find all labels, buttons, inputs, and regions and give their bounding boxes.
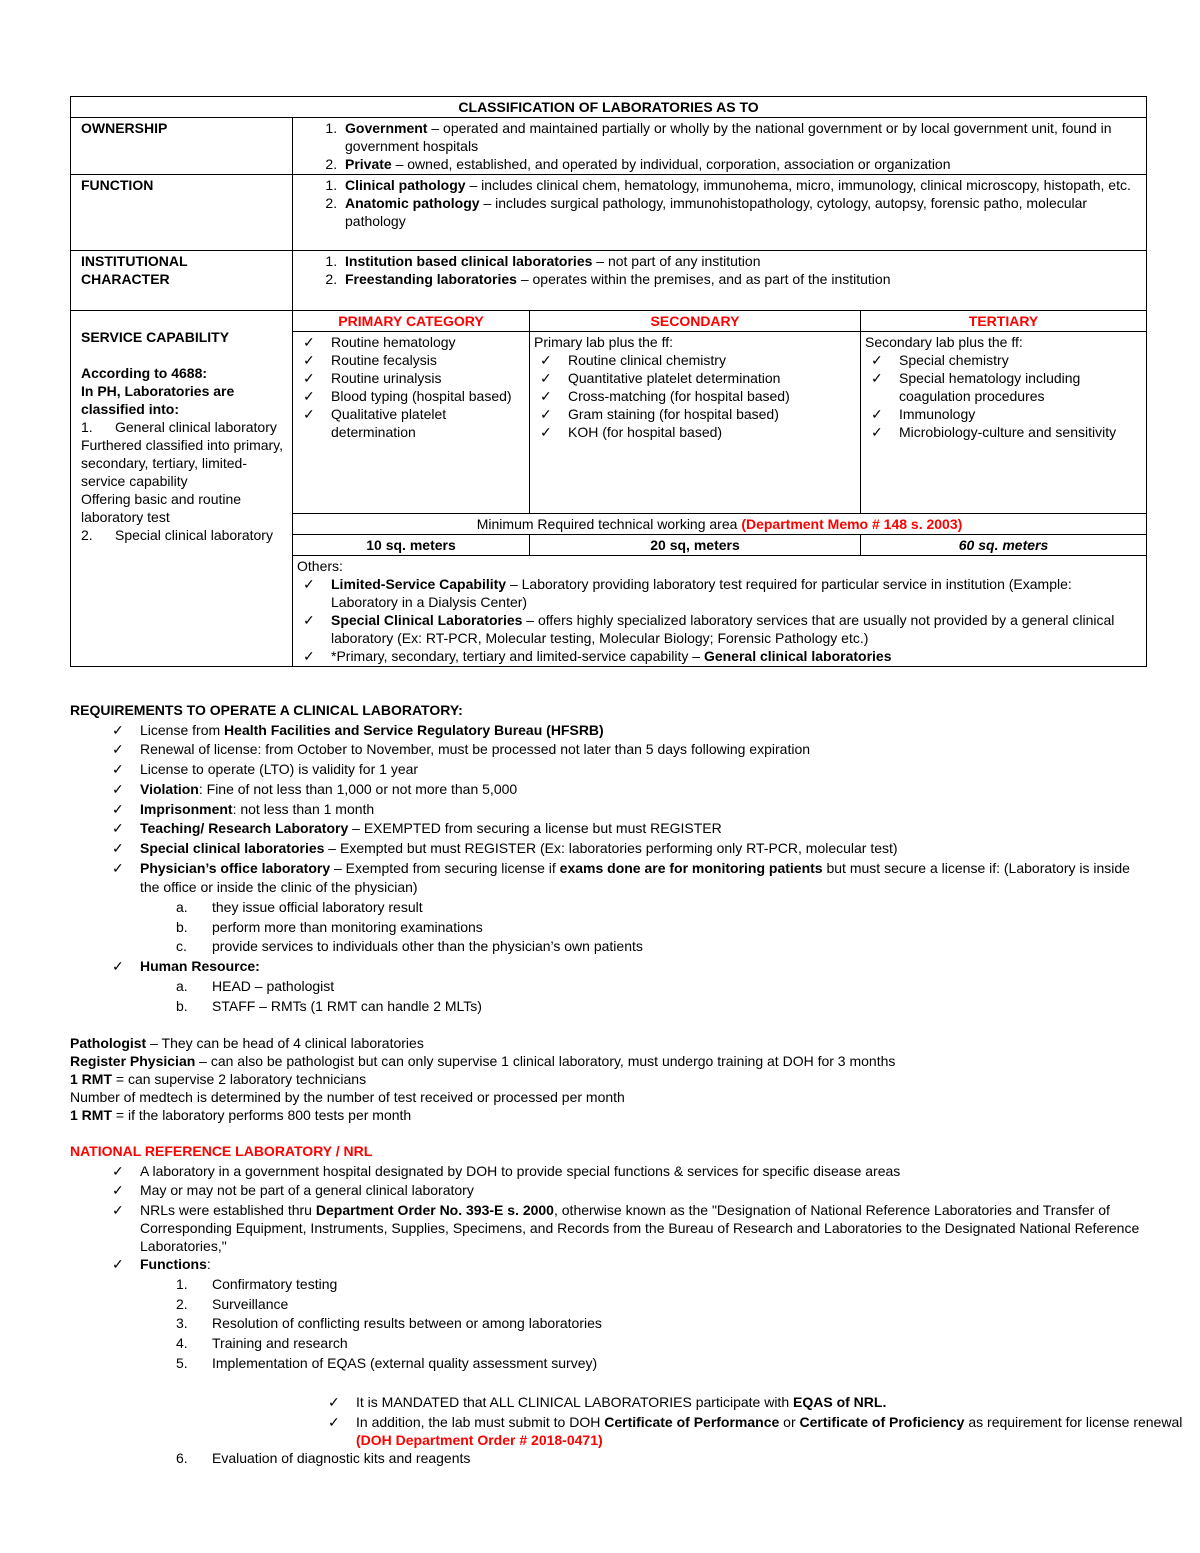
- ownership-cell: [293, 118, 1147, 175]
- list-item: ✓ NRLs were established thru Department Order No. 393-E s. 2000, otherwise known as the "Designation of National Reference Laboratories and Transfer of Corresponding Equipment, Instruments, Supplies, Specimens, and Records from the Bureau of Research and Laboratories to the Designated National Reference Laboratories,": [112, 1202, 1140, 1255]
- list-item: ✓ Microbiology-culture and sensitivity: [865, 423, 1142, 441]
- nrl-section: [70, 1142, 1183, 1469]
- service-capability-cell: [71, 311, 293, 667]
- area-secondary: 20 sq, meters: [530, 535, 861, 556]
- list-item: ✓ Immunology: [865, 405, 1142, 423]
- area-tertiary: 60 sq. meters: [861, 535, 1147, 556]
- list-item: ✓ A laboratory in a government hospital designated by DOH to provide special functions & services for specific disease areas: [112, 1162, 901, 1179]
- further-text: Furthered classified into primary, secondary, tertiary, limited-service capability: [81, 437, 284, 489]
- classification-table: [70, 96, 1147, 667]
- list-item: a. they issue official laboratory result: [176, 899, 423, 916]
- general-lab: 1. General clinical laboratory: [81, 419, 277, 435]
- list-item: 2. Surveillance: [176, 1295, 289, 1312]
- secondary-intro: Primary lab plus the ff:: [534, 334, 674, 350]
- list-item: ✓ Teaching/ Research Laboratory – EXEMPTED from securing a license but must REGISTER: [112, 820, 722, 837]
- note-line: 1 RMT = can supervise 2 laboratory technicians: [70, 1071, 367, 1087]
- function-label: FUNCTION: [71, 175, 293, 251]
- nrl-heading: NATIONAL REFERENCE LABORATORY / NRL: [70, 1143, 373, 1159]
- list-item: 6. Evaluation of diagnostic kits and reagents: [176, 1450, 471, 1467]
- requirements-section: [70, 701, 1150, 1016]
- primary-category-head: PRIMARY CATEGORY: [293, 311, 530, 332]
- list-item: ✓ Limited-Service Capability – Laboratory providing laboratory test required for particular service in institution (Example: Laboratory in a Dialysis Center): [297, 575, 1142, 611]
- list-item: b. perform more than monitoring examinations: [176, 918, 483, 935]
- list-item: 4. Training and research: [176, 1334, 348, 1351]
- tertiary-intro: Secondary lab plus the ff:: [865, 334, 1023, 350]
- table-title: CLASSIFICATION OF LABORATORIES AS TO: [71, 97, 1147, 118]
- according-text: According to 4688:: [81, 365, 208, 381]
- list-item: 1. Confirmatory testing: [176, 1275, 338, 1292]
- list-item: ✓ Functions: 1. Confirmatory testing 2. Surveillance 3. Resolution of conflicting results between or among laboratories 4. Training and research 5. Implementation of EQAS (external quality assessment survey): [140, 1255, 1150, 1373]
- note-line: Number of medtech is determined by the number of test received or processed per month: [70, 1089, 625, 1105]
- list-item: ✓ Special hematology including coagulation procedures: [865, 369, 1142, 405]
- list-item: ✓ Special clinical laboratories – Exempted but must REGISTER (Ex: laboratories performing only RT-PCR, molecular test): [112, 839, 898, 856]
- list-item: ✓ Renewal of license: from October to November, must be processed not later than 5 days following expiration: [112, 741, 811, 758]
- list-item: ✓ In addition, the lab must submit to DOH Certificate of Performance or Certificate of Proficiency as requirement for license renewal (DOH Department Order # 2018-0471): [328, 1414, 1183, 1449]
- list-item: ✓ Routine clinical chemistry: [534, 351, 856, 369]
- list-item: ✓ Violation: Fine of not less than 1,000 or not more than 5,000: [112, 780, 518, 797]
- secondary-list-cell: [530, 332, 861, 514]
- list-item: 2. Anatomic pathology – includes surgical pathology, immunohistopathology, cytology, autopsy, forensic patho, molecular pathology: [341, 194, 1142, 230]
- list-item: ✓ Routine urinalysis: [297, 369, 525, 387]
- list-item: ✓ Routine hematology: [297, 333, 525, 351]
- list-item: ✓ *Primary, secondary, tertiary and limited-service capability – General clinical laboratories: [297, 647, 1142, 665]
- list-item: 5. Implementation of EQAS (external quality assessment survey): [176, 1354, 598, 1371]
- note-line: Pathologist – They can be head of 4 clinical laboratories: [70, 1035, 424, 1051]
- list-item: ✓ Special chemistry: [865, 351, 1142, 369]
- list-item: 2. Freestanding laboratories – operates within the premises, and as part of the institution: [341, 270, 1142, 288]
- function-cell: [293, 175, 1147, 251]
- list-item: ✓ Special Clinical Laboratories – offers highly specialized laboratory services that are usually not provided by a general clinical laboratory (Ex: RT-PCR, Molecular testing, Molecular Biology; Forensic Pathology etc.): [297, 611, 1142, 647]
- note-line: Register Physician – can also be pathologist but can only supervise 1 clinical laboratory, must undergo training at DOH for 3 months: [70, 1053, 896, 1069]
- service-label: SERVICE CAPABILITY: [81, 329, 230, 345]
- tertiary-list-cell: [861, 332, 1147, 514]
- special-lab: 2. Special clinical laboratory: [81, 527, 273, 543]
- list-item: ✓ Routine fecalysis: [297, 351, 525, 369]
- list-item: ✓ It is MANDATED that ALL CLINICAL LABORATORIES participate with EQAS of NRL.: [328, 1394, 887, 1411]
- list-item: ✓ Quantitative platelet determination: [534, 369, 856, 387]
- list-item: ✓ Cross-matching (for hospital based): [534, 387, 856, 405]
- institutional-cell: [293, 251, 1147, 311]
- area-primary: 10 sq. meters: [293, 535, 530, 556]
- list-item: ✓ License from Health Facilities and Service Regulatory Bureau (HFSRB): [112, 721, 604, 738]
- offering-text: Offering basic and routine laboratory test: [81, 491, 242, 525]
- list-item: 3. Resolution of conflicting results between or among laboratories: [176, 1315, 602, 1332]
- list-item: ✓ Human Resource: a. HEAD – pathologist b. STAFF – RMTs (1 RMT can handle 2 MLTs): [140, 957, 1150, 1016]
- in-ph-text: In PH, Laboratories are classified into:: [81, 383, 235, 417]
- list-item: ✓ License to operate (LTO) is validity for 1 year: [112, 761, 419, 778]
- list-item: ✓ Qualitative platelet determination: [297, 405, 525, 441]
- department-memo-ref: (Department Memo # 148 s. 2003): [741, 516, 963, 532]
- list-item: ✓ Gram staining (for hospital based): [534, 405, 856, 423]
- list-item: ✓ Imprisonment: not less than 1 month: [112, 800, 375, 817]
- note-line: 1 RMT = if the laboratory performs 800 tests per month: [70, 1107, 412, 1123]
- institutional-label: INSTITUTIONAL CHARACTER: [71, 251, 293, 311]
- list-item: b. STAFF – RMTs (1 RMT can handle 2 MLTs): [176, 997, 482, 1014]
- others-cell: [293, 556, 1147, 667]
- list-item: c. provide services to individuals other than the physician’s own patients: [176, 938, 643, 955]
- requirements-heading: REQUIREMENTS TO OPERATE A CLINICAL LABORATORY:: [70, 702, 463, 718]
- notes-section: [70, 1034, 1150, 1124]
- list-item: a. HEAD – pathologist: [176, 977, 335, 994]
- list-item: ✓ KOH (for hospital based): [534, 423, 856, 441]
- primary-list-cell: [293, 332, 530, 514]
- tertiary-head: TERTIARY: [861, 311, 1147, 332]
- list-item: 2. Private – owned, established, and operated by individual, corporation, association or organization: [341, 155, 1142, 173]
- list-item: ✓ May or may not be part of a general clinical laboratory: [112, 1182, 474, 1199]
- list-item: ✓ Physician’s office laboratory – Exempted from securing license if exams done are for monitoring patients but must secure a license if: (Laboratory is inside the office or inside the clinic of the physician) a. they issue official laboratory result b. perform more than monitoring examinations c. provide services to individuals other than the physician’s own patients: [140, 859, 1150, 958]
- min-area-row: Minimum Required technical working area (Department Memo # 148 s. 2003): [293, 514, 1147, 535]
- list-item: 1. Government – operated and maintained partially or wholly by the national government or by local government unit, found in government hospitals: [341, 119, 1142, 155]
- ownership-label: OWNERSHIP: [71, 118, 293, 175]
- others-label: Others:: [297, 558, 343, 574]
- secondary-head: SECONDARY: [530, 311, 861, 332]
- list-item: 1. Clinical pathology – includes clinical chem, hematology, immunohema, micro, immunology, clinical microscopy, histopath, etc.: [341, 176, 1142, 194]
- list-item: 1. Institution based clinical laboratories – not part of any institution: [341, 252, 1142, 270]
- list-item: ✓ Blood typing (hospital based): [297, 387, 525, 405]
